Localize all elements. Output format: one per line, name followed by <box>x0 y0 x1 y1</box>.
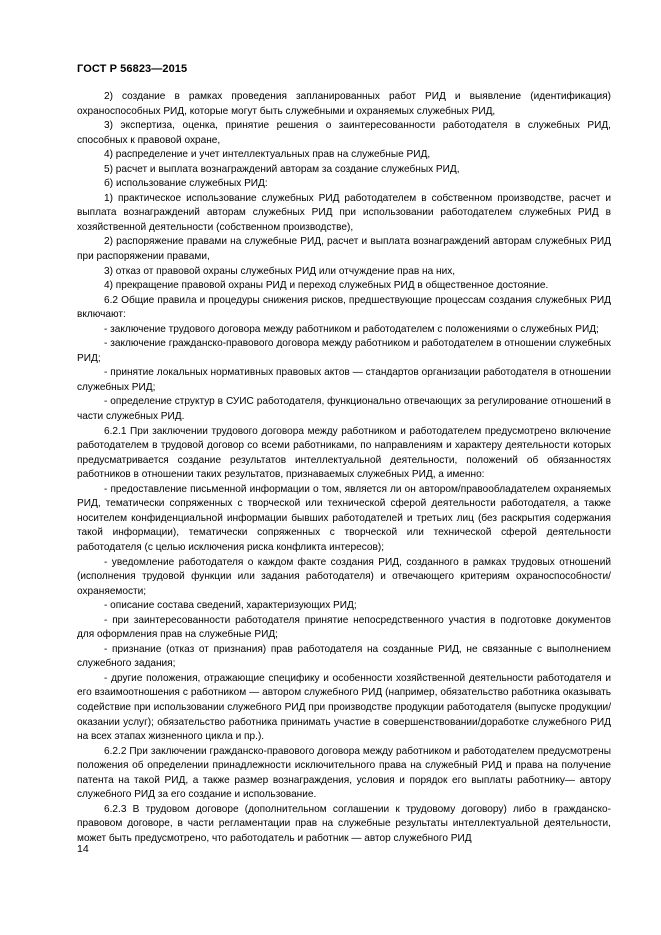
body-paragraph: 2) создание в рамках проведения запланированных работ РИД и выявление (идентификация) охраноспособных РИД, которые могут быть служебными и охраняемых служебных РИД, <box>77 91 611 117</box>
body-paragraph: 6.2.3 В трудовом договоре (дополнительном соглашении к трудовому договору) либо в гражданско-правовом договоре, в части регламентации прав на служебные результаты интеллектуальной деятельности, может быть предусмотрено, что работодатель и работник — автор служебного РИД <box>77 803 611 844</box>
body-paragraph: - признание (отказ от признания) прав работодателя на созданные РИД, не связанные с выполнением служебного задания; <box>77 643 611 670</box>
body-paragraph: 6.2 Общие правила и процедуры снижения рисков, предшествующие процессам создания служебных РИД включают: <box>77 294 611 321</box>
body-paragraph: - определение структур в СУИС работодателя, функционально отвечающих за регулирование отношений в части служебных РИД. <box>77 396 611 423</box>
body-paragraph: - заключение гражданско-правового договора между работником и работодателем в отношении служебных РИД; <box>77 338 611 364</box>
body-paragraph: 1) практическое использование служебных РИД работодателем в собственном производстве, расчет и выплата вознаграждений авторам служебных РИД при использовании работодателем служебных РИД в хозяйственной деятельности (собственном производстве), <box>77 192 611 233</box>
body-paragraph: 6.2.2 При заключении гражданско-правового договора между работником и работодателем предусмотрены положения об определении принадлежности исключительного права на служебный РИД и права на получение патента на такой РИД, а также размер вознаграждения, условия и порядок его выплаты работнику— автору служебного РИД за его создание и использование. <box>77 745 611 801</box>
document-body <box>77 90 611 846</box>
body-paragraph: - при заинтересованности работодателя принятие непосредственного участия в подготовке документов для оформления прав на служебные РИД; <box>77 614 611 641</box>
body-paragraph: 3) отказ от правовой охраны служебных РИД или отчуждение прав на них, <box>104 265 456 277</box>
body-paragraph: - описание состава сведений, характеризующих РИД; <box>104 600 357 612</box>
body-paragraph: 4) прекращение правовой охраны РИД и переход служебных РИД в общественное достояние. <box>104 280 549 292</box>
body-paragraph: 2) распоряжение правами на служебные РИД, расчет и выплата вознаграждений авторам служебных РИД при распоряжении правами, <box>77 236 611 263</box>
body-paragraph: - принятие локальных нормативных правовых актов — стандартов организации работодателя в отношении служебных РИД; <box>77 367 611 393</box>
body-paragraph: 3) экспертиза, оценка, принятие решения о заинтересованности работодателя в служебных РИД, способных к правовой охране, <box>77 120 611 146</box>
body-paragraph: - заключение трудового договора между работником и работодателем с положениями о служебных РИД; <box>104 323 599 335</box>
body-paragraph: - уведомление работодателя о каждом факте создания РИД, созданного в рамках трудовых отношений (исполнения трудовой функции или задания работодателя) и отвечающего критериям охраноспособности/охраняемости; <box>77 556 611 597</box>
standard-header: ГОСТ Р 56823—2015 <box>77 63 188 75</box>
body-paragraph: 6.2.1 При заключении трудового договора между работником и работодателем предусмотрено включение работодателем в трудовой договор со всеми работниками, по направлениям и характеру деятельности которых предусматривается создание результатов интеллектуальной деятельности, положений об обязанностях работников в отношении таких результатов, признаваемых служебных РИД, а именно: <box>77 425 611 481</box>
page-number: 14 <box>77 843 89 855</box>
body-paragraph: - другие положения, отражающие специфику и особенности хозяйственной деятельности работодателя и его взаимоотношения с работником — автором служебного РИД (например, обязательство работника оказывать содействие при использовании служебного РИД при производстве продукции работодателя (выпуске продукции/оказании услуг); обязательство работника принимать участие в совершенствовании/доработке служебного РИД на всех этапах жизненного цикла и пр.). <box>77 672 611 743</box>
body-paragraph: - предоставление письменной информации о том, является ли он автором/правообладателем охраняемых РИД, тематически сопряженных с творческой или технической сферой деятельности работодателя, а также носителем конфиденциальной информации бывших работодателей и третьих лиц (без раскрытия содержания такой информации), тематически сопряженных с творческой или технической сферой деятельности работодателя (с целью исключения риска конфликта интересов); <box>77 483 611 553</box>
body-paragraph: 4) распределение и учет интеллектуальных прав на служебные РИД, <box>104 149 431 161</box>
body-paragraph: 5) расчет и выплата вознаграждений авторам за создание служебных РИД, <box>104 163 460 175</box>
body-paragraph: б) использование служебных РИД: <box>104 178 268 190</box>
